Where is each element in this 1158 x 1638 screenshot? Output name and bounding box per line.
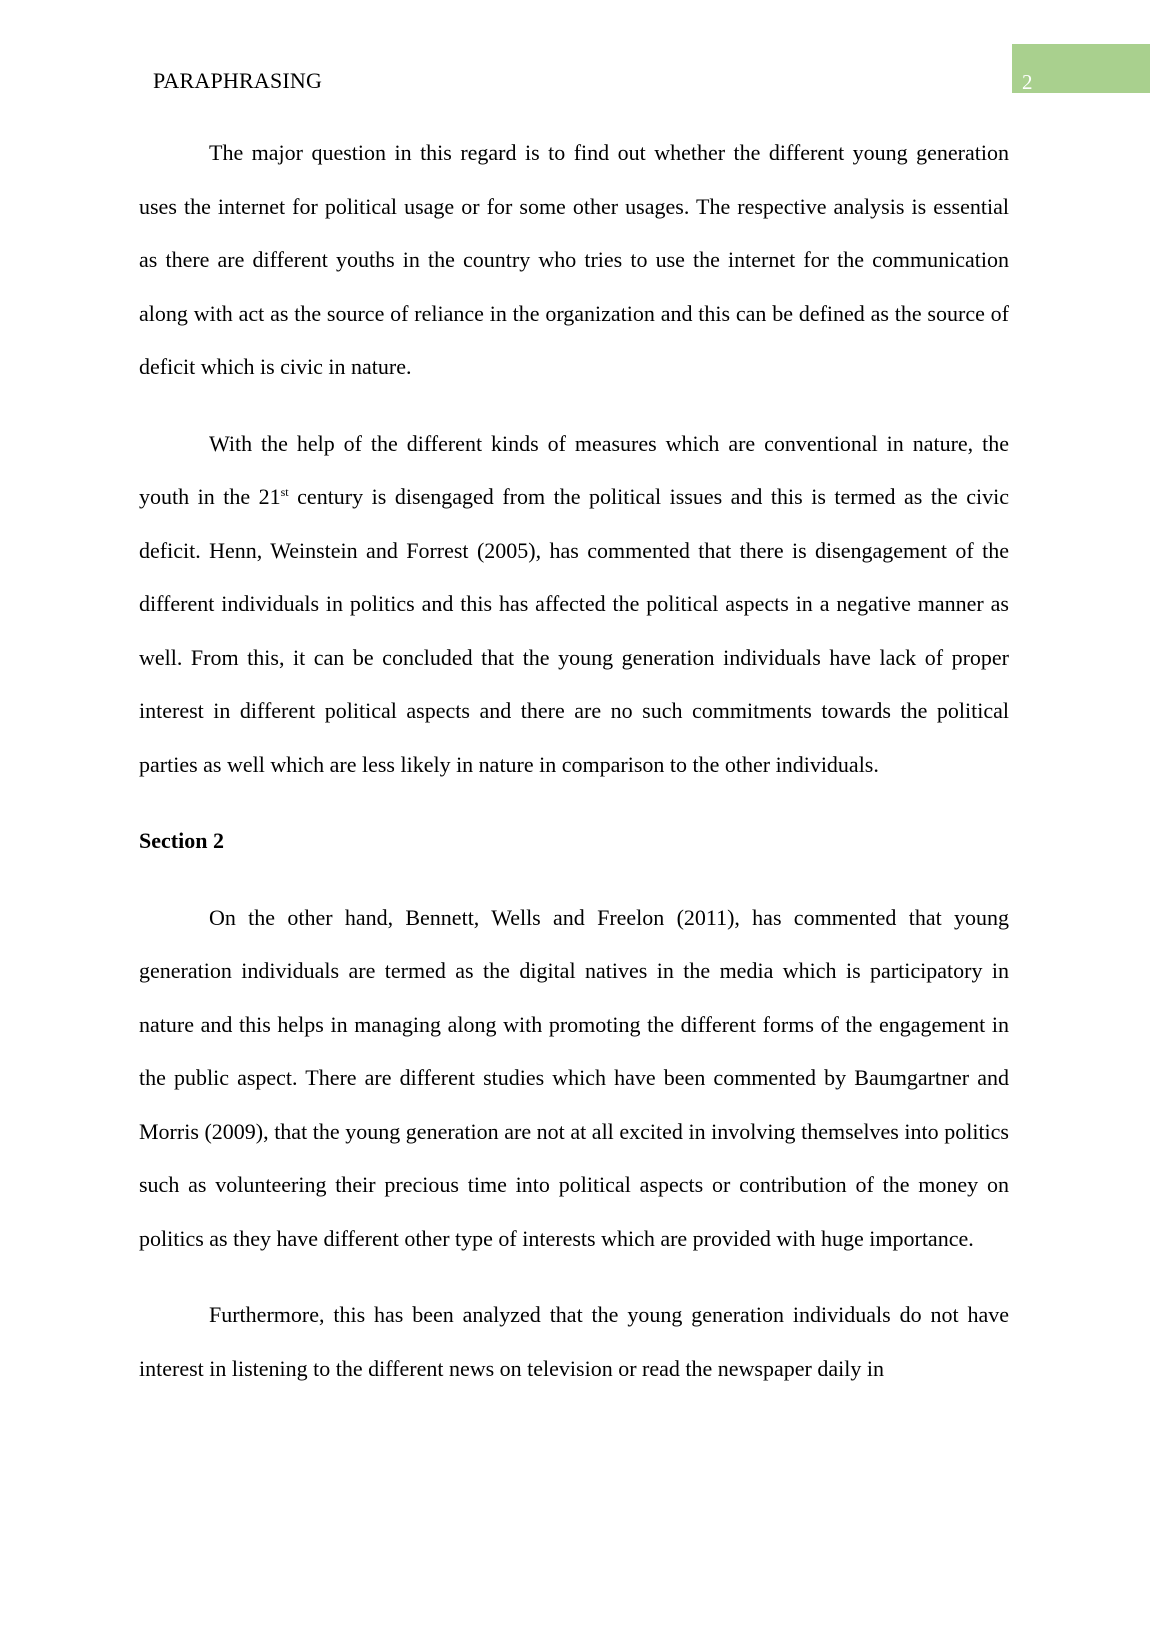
paragraph-4: Furthermore, this has been analyzed that the young generation individuals do not have interest in listening to the different news on television or read the newspaper daily in — [139, 1302, 1009, 1381]
paragraph-1: The major question in this regard is to find out whether the different young generation uses the internet for political usage or for some other usages. The respective analysis is essential as there are different youths in the country who tries to use the internet for the communication along with act as the source of reliance in the organization and this can be defined as the source of deficit which is civic in nature. — [139, 140, 1009, 379]
document-body — [139, 126, 1009, 1418]
ordinal-suffix: st — [280, 485, 289, 499]
paragraph-3: On the other hand, Bennett, Wells and Freelon (2011), has commented that young generation individuals are termed as the digital natives in the media which is participatory in nature and this helps in managing along with promoting the different forms of the engagement in the public aspect. There are different studies which have been commented by Baumgartner and Morris (2009), that the young generation are not at all excited in involving themselves into politics such as volunteering their precious time into political aspects or contribution of the money on politics as they have different other type of interests which are provided with huge importance. — [139, 904, 1009, 1251]
running-head: PARAPHRASING — [153, 68, 323, 93]
page-number-box — [1012, 44, 1150, 93]
paragraph-2 — [139, 417, 1009, 792]
page-number: 2 — [1022, 70, 1033, 94]
paragraph-2-part-1: With the help of the different kinds of measures which are conventional in nature, the youth in the 21 — [139, 430, 1009, 509]
section-heading: Section 2 — [139, 828, 224, 853]
paragraph-2-part-2: century is disengaged from the political issues and this is termed as the civic deficit. Henn, Weinstein and Forrest (2005), has commented that there is disengagement of the different individuals in politics and this has affected the political aspects in a negative manner as well. From this, it can be concluded that the young generation individuals have lack of proper interest in different political aspects and there are no such commitments towards the political parties as well which are less likely in nature in comparison to the other individuals. — [139, 484, 1009, 777]
